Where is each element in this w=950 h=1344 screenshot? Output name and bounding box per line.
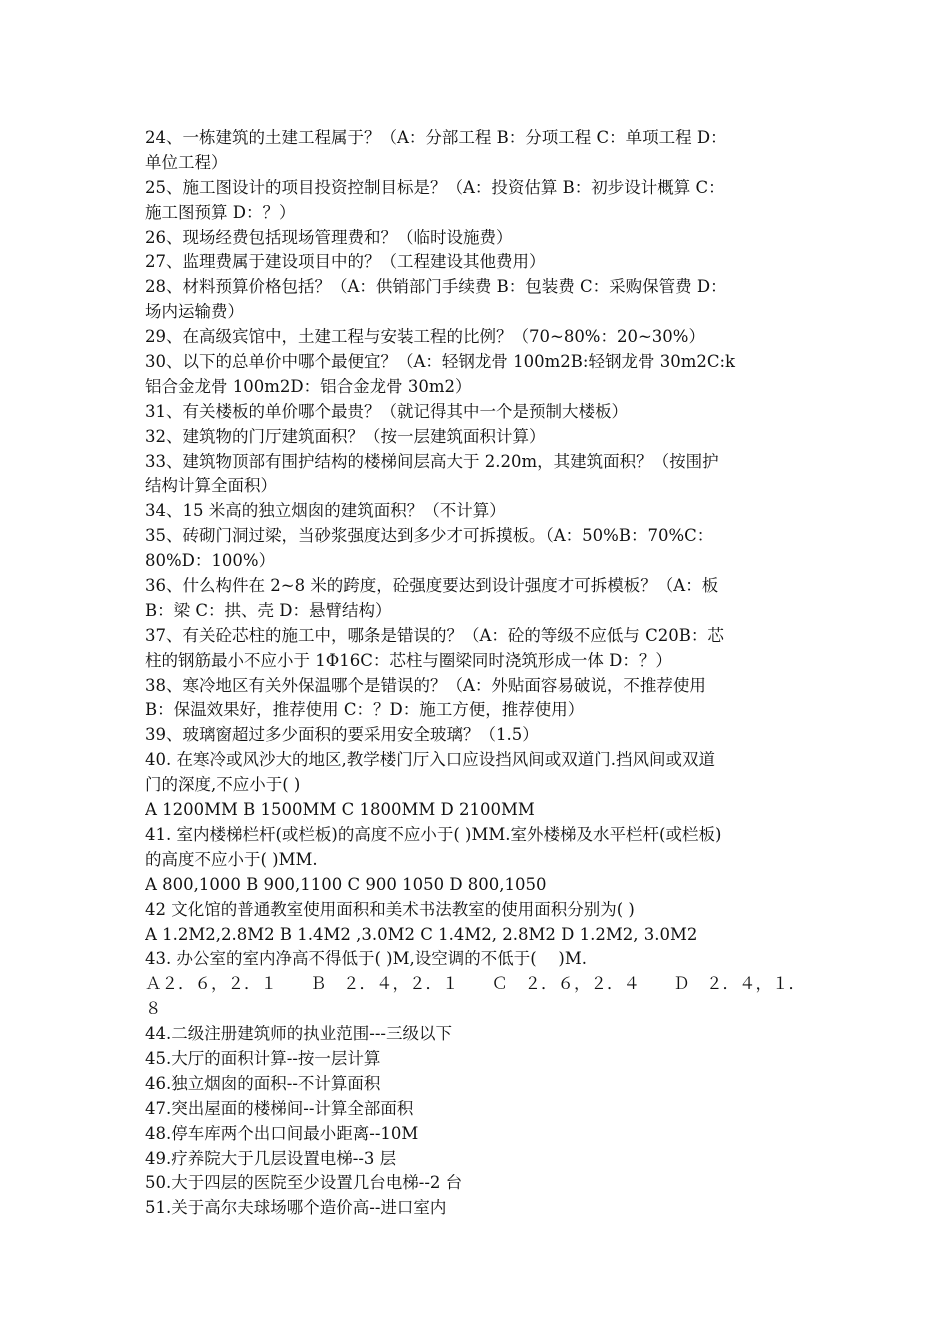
text-line: A 1200MM B 1500MM C 1800MM D 2100MM: [145, 800, 535, 820]
text-line: ８: [145, 999, 162, 1019]
text-line: 80%D：100%）: [145, 551, 276, 571]
text-line: 42 文化馆的普通教室使用面积和美术书法教室的使用面积分别为( ): [145, 899, 635, 919]
text-line: 场内运输费）: [145, 302, 244, 322]
text-line: 49.疗养院大于几层设置电梯--3 层: [145, 1148, 397, 1168]
text-line: B：梁 C：拱、壳 D：悬臂结构）: [145, 600, 392, 620]
text-line: 29、在高级宾馆中，土建工程与安装工程的比例？（70~80%：20~30%）: [145, 327, 705, 347]
text-line: 37、有关砼芯柱的施工中，哪条是错误的？（A：砼的等级不应低与 C20B：芯: [145, 625, 724, 645]
text-line: 40. 在寒冷或风沙大的地区,教学楼门厅入口应设挡风间或双道门.挡风间或双道: [145, 750, 715, 770]
text-line: 28、材料预算价格包括？（A：供销部门手续费 B：包装费 C：采购保管费 D：: [145, 277, 727, 297]
text-line: 柱的钢筋最小不应小于 1Φ16C：芯柱与圈梁同时浇筑形成一体 D：？）: [145, 650, 672, 670]
text-line: 24、一栋建筑的土建工程属于？（A：分部工程 B：分项工程 C：单项工程 D：: [145, 128, 727, 147]
text-line: 30、以下的总单价中哪个最便宜？（A：轻钢龙骨 100m2B:轻钢龙骨 30m2C:k: [145, 352, 736, 372]
text-line: 25、施工图设计的项目投资控制目标是？（A：投资估算 B：初步设计概算 C：: [145, 177, 725, 197]
text-line: 的高度不应小于( )MM.: [145, 849, 318, 869]
text-line: 32、建筑物的门厅建筑面积？（按一层建筑面积计算）: [145, 426, 546, 446]
text-line: 38、寒冷地区有关外保温哪个是错误的？（A：外贴面容易破说，不推荐使用: [145, 675, 706, 695]
text-line: 铝合金龙骨 100m2D：铝合金龙骨 30m2）: [145, 376, 472, 396]
text-line: 35、砖砌门洞过梁，当砂浆强度达到多少才可拆摸板。（A：50%B：70%C：: [145, 526, 714, 546]
text-line: 47.突出屋面的楼梯间--计算全部面积: [145, 1098, 414, 1118]
text-line: 43. 办公室的室内净高不得低于( )M,设空调的不低于( )M.: [145, 949, 588, 969]
text-line: 45.大厅的面积计算--按一层计算: [145, 1048, 381, 1068]
text-line: 46.独立烟囱的面积--不计算面积: [145, 1073, 381, 1093]
text-line: 33、建筑物顶部有围护结构的楼梯间层高大于 2.20m，其建筑面积？（按围护: [145, 451, 719, 471]
text-line: 27、监理费属于建设项目中的？（工程建设其他费用）: [145, 252, 546, 272]
text-line: 31、有关楼板的单价哪个最贵？（就记得其中一个是预制大楼板）: [145, 401, 628, 421]
text-line: 36、什么构件在 2~8 米的跨度，砼强度要达到设计强度才可拆模板？（A：板: [145, 576, 719, 596]
text-line: B：保温效果好，推荐使用 C：？D：施工方便，推荐使用）: [145, 700, 585, 720]
text-line: 48.停车库两个出口间最小距离--10M: [145, 1123, 419, 1143]
text-line: 施工图预算 D：？）: [145, 202, 296, 222]
text-line: A 800,1000 B 900,1100 C 900 1050 D 800,1050: [145, 874, 547, 894]
document-body: [145, 126, 813, 1221]
text-line: 单位工程）: [145, 152, 228, 172]
text-line: 34、15 米高的独立烟囱的建筑面积？（不计算）: [145, 501, 506, 521]
text-line: 41. 室内楼梯栏杆(或栏板)的高度不应小于( )MM.室外楼梯及水平栏杆(或栏板): [145, 824, 722, 844]
text-line: 结构计算全面积）: [145, 476, 277, 496]
text-line: Ａ２．６，２．１ Ｂ ２．４，２．１ Ｃ ２．６，２．４ Ｄ ２．４，１．: [145, 974, 805, 994]
text-line: A 1.2M2,2.8M2 B 1.4M2 ,3.0M2 C 1.4M2, 2.8M2 D 1.2M2, 3.0M2: [145, 924, 698, 944]
text-line: 51.关于高尔夫球场哪个造价高--进口室内: [145, 1198, 447, 1218]
text-line: 39、玻璃窗超过多少面积的要采用安全玻璃？（1.5）: [145, 725, 539, 745]
text-line: 门的深度,不应小于( ): [145, 775, 301, 795]
text-line: 50.大于四层的医院至少设置几台电梯--2 台: [145, 1173, 463, 1193]
text-line: 44.二级注册建筑师的执业范围---三级以下: [145, 1024, 452, 1044]
text-line: 26、现场经费包括现场管理费和？（临时设施费）: [145, 227, 513, 247]
